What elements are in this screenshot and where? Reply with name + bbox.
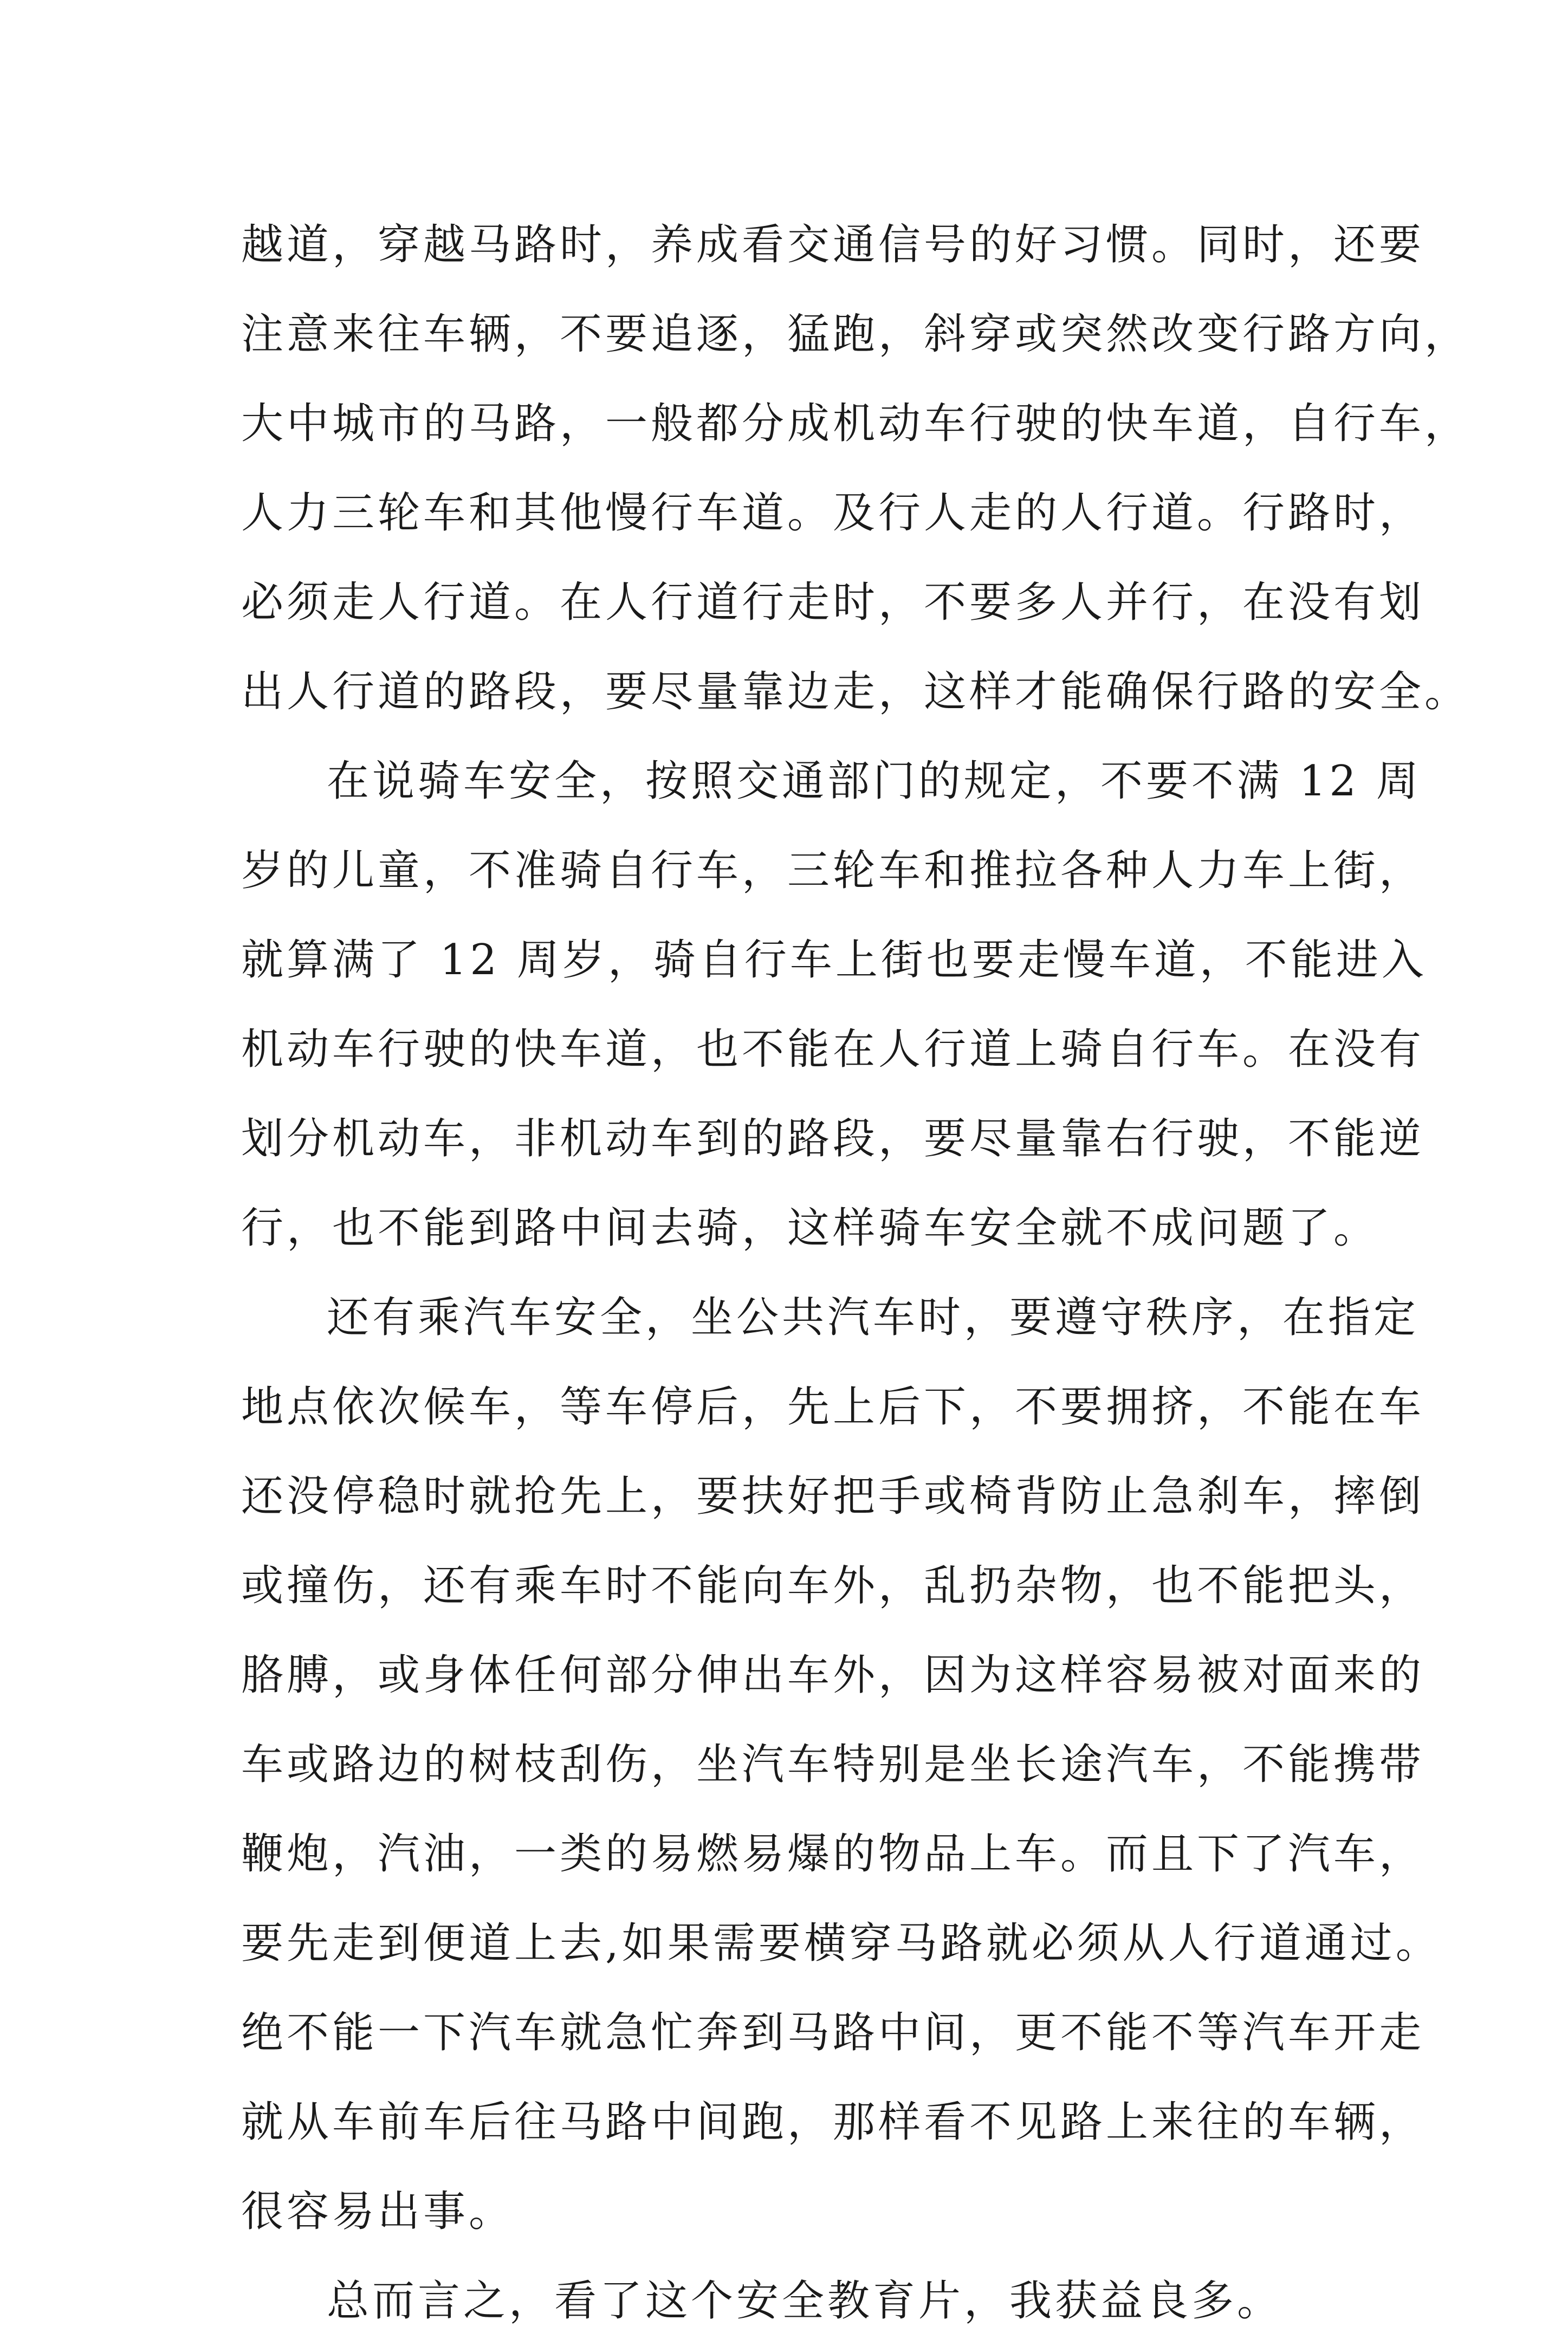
paragraph [241, 1273, 1441, 2257]
text-line: 行，也不能到路中间去骑，这样骑车安全就不成问题了。 [241, 1204, 1379, 1253]
text-line: 必须走人行道。在人行道行走时，不要多人并行，在没有划 [241, 578, 1425, 627]
text-line: 就从车前车后往马路中间跑，那样看不见路上来往的车辆， [241, 2098, 1425, 2147]
text-line: 绝不能一下汽车就急忙奔到马路中间，更不能不等汽车开走 [241, 2008, 1425, 2057]
document-body [241, 200, 1470, 2346]
text-line: 还没停稳时就抢先上，要扶好把手或椅背防止急刹车，摔倒 [241, 1472, 1425, 1521]
paragraph [241, 200, 1470, 737]
text-line: 胳膊，或身体任何部分伸出车外，因为这样容易被对面来的 [241, 1651, 1425, 1700]
text-line: 岁的儿童，不准骑自行车，三轮车和推拉各种人力车上街， [241, 846, 1425, 895]
text-line: 人力三轮车和其他慢行车道。及行人走的人行道。行路时， [241, 489, 1425, 537]
text-line: 出人行道的路段，要尽量靠边走，这样才能确保行路的安全。 [241, 667, 1470, 716]
text-line: 总而言之，看了这个安全教育片，我获益良多。 [327, 2277, 1283, 2325]
text-line: 车或路边的树枝刮伤，坐汽车特别是坐长途汽车，不能携带 [241, 1740, 1425, 1789]
text-line: 地点依次候车，等车停后，先上后下，不要拥挤，不能在车 [241, 1383, 1425, 1431]
text-line: 还有乘汽车安全，坐公共汽车时，要遵守秩序，在指定 [327, 1293, 1420, 1342]
text-line: 机动车行驶的快车道，也不能在人行道上骑自行车。在没有 [241, 1025, 1425, 1074]
text-line: 注意来往车辆，不要追逐，猛跑，斜穿或突然改变行路方向， [241, 310, 1470, 359]
text-line: 或撞伤，还有乘车时不能向车外，乱扔杂物，也不能把头， [241, 1561, 1425, 1610]
text-line: 很容易出事。 [241, 2187, 515, 2236]
text-line: 要先走到便道上去,如果需要横穿马路就必须从人行道通过。 [241, 1919, 1441, 1968]
text-line: 鞭炮，汽油，一类的易燃易爆的物品上车。而且下了汽车， [241, 1830, 1425, 1878]
text-line: 划分机动车，非机动车到的路段，要尽量靠右行驶，不能逆 [241, 1114, 1425, 1163]
text-line: 大中城市的马路，一般都分成机动车行驶的快车道，自行车， [241, 399, 1470, 448]
text-line: 在说骑车安全，按照交通部门的规定，不要不满 12 周 [327, 757, 1422, 806]
text-line: 越道，穿越马路时，养成看交通信号的好习惯。同时，还要 [241, 221, 1425, 269]
paragraph [241, 737, 1427, 1273]
text-line: 就算满了 12 周岁，骑自行车上街也要走慢车道，不能进入 [241, 936, 1427, 984]
paragraph [241, 2257, 1336, 2346]
